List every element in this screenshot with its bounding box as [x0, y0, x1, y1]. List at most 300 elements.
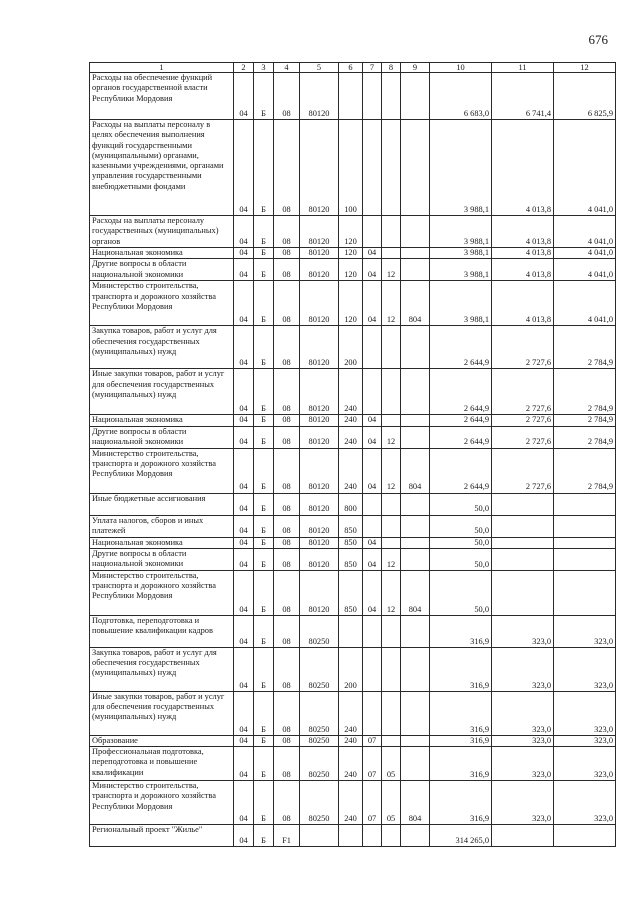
code-cell: 240: [339, 448, 363, 493]
code-cell: 12: [382, 426, 401, 448]
amount-cell: 4 041,0: [554, 248, 616, 259]
code-cell: Б: [254, 691, 274, 735]
table-row: [90, 615, 616, 647]
code-cell: 804: [401, 448, 430, 493]
amount-cell: 323,0: [554, 691, 616, 735]
code-cell: [382, 248, 401, 259]
code-cell: 04: [363, 570, 382, 615]
code-cell: 08: [274, 735, 300, 746]
code-cell: 240: [339, 781, 363, 825]
code-cell: 08: [274, 248, 300, 259]
amount-cell: 323,0: [554, 647, 616, 691]
code-cell: Б: [254, 615, 274, 647]
amount-cell: 4 041,0: [554, 281, 616, 326]
column-header: 8: [382, 63, 401, 73]
amount-cell: 316,9: [430, 735, 492, 746]
row-name-cell: Расходы на обеспечение функций органов государственной власти Республики Мордовия: [90, 73, 234, 120]
row-name-cell: Другие вопросы в области национальной экономики: [90, 548, 234, 570]
code-cell: Б: [254, 326, 274, 369]
code-cell: 04: [234, 615, 254, 647]
code-cell: Б: [254, 415, 274, 426]
table-row: [90, 735, 616, 746]
code-cell: 08: [274, 426, 300, 448]
code-cell: [401, 548, 430, 570]
code-cell: [401, 825, 430, 847]
amount-cell: 2 727,6: [492, 426, 554, 448]
code-cell: 08: [274, 691, 300, 735]
row-name-cell: Национальная экономика: [90, 415, 234, 426]
column-header: 2: [234, 63, 254, 73]
code-cell: 12: [382, 570, 401, 615]
amount-cell: [554, 493, 616, 515]
code-cell: 04: [234, 570, 254, 615]
amount-cell: 316,9: [430, 781, 492, 825]
code-cell: 850: [339, 570, 363, 615]
code-cell: [401, 615, 430, 647]
code-cell: 04: [234, 426, 254, 448]
code-cell: 04: [234, 537, 254, 548]
code-cell: Б: [254, 281, 274, 326]
code-cell: [339, 825, 363, 847]
table-row: [90, 259, 616, 281]
amount-cell: [492, 493, 554, 515]
row-name-cell: Министерство строительства, транспорта и дорожного хозяйства Республики Мордовия: [90, 448, 234, 493]
table-row: [90, 281, 616, 326]
code-cell: 80120: [300, 537, 339, 548]
code-cell: 04: [363, 548, 382, 570]
table-row: [90, 548, 616, 570]
code-cell: 04: [234, 515, 254, 537]
table-row: [90, 73, 616, 120]
code-cell: 80250: [300, 781, 339, 825]
code-cell: 08: [274, 747, 300, 781]
row-name-cell: Закупка товаров, работ и услуг для обеспечения государственных (муниципальных) нужд: [90, 647, 234, 691]
code-cell: 08: [274, 259, 300, 281]
code-cell: [363, 216, 382, 248]
budget-table: [89, 62, 616, 847]
amount-cell: 4 041,0: [554, 259, 616, 281]
code-cell: Б: [254, 781, 274, 825]
amount-cell: 50,0: [430, 548, 492, 570]
code-cell: [382, 120, 401, 216]
amount-cell: [554, 548, 616, 570]
amount-cell: 4 041,0: [554, 216, 616, 248]
code-cell: 08: [274, 216, 300, 248]
column-header: 10: [430, 63, 492, 73]
table-row: [90, 415, 616, 426]
table-row: [90, 747, 616, 781]
amount-cell: 2 644,9: [430, 369, 492, 415]
row-name-cell: Другие вопросы в области национальной экономики: [90, 426, 234, 448]
amount-cell: 6 825,9: [554, 73, 616, 120]
code-cell: [339, 615, 363, 647]
code-cell: [363, 73, 382, 120]
code-cell: 80120: [300, 369, 339, 415]
row-name-cell: Иные бюджетные ассигнования: [90, 493, 234, 515]
code-cell: 04: [363, 426, 382, 448]
amount-cell: [492, 570, 554, 615]
code-cell: 80120: [300, 548, 339, 570]
code-cell: [401, 537, 430, 548]
amount-cell: 323,0: [554, 747, 616, 781]
code-cell: [401, 248, 430, 259]
amount-cell: 323,0: [492, 647, 554, 691]
row-name-cell: Закупка товаров, работ и услуг для обеспечения государственных (муниципальных) нужд: [90, 326, 234, 369]
amount-cell: 323,0: [492, 781, 554, 825]
code-cell: 80250: [300, 747, 339, 781]
amount-cell: 4 013,8: [492, 259, 554, 281]
code-cell: 80120: [300, 120, 339, 216]
row-name-cell: Иные закупки товаров, работ и услуг для обеспечения государственных (муниципальных) нужд: [90, 691, 234, 735]
code-cell: 04: [234, 747, 254, 781]
code-cell: [382, 615, 401, 647]
amount-cell: [492, 548, 554, 570]
code-cell: Б: [254, 369, 274, 415]
code-cell: Б: [254, 248, 274, 259]
code-cell: 08: [274, 120, 300, 216]
row-name-cell: Расходы на выплаты персоналу в целях обеспечения выполнения функций государственными (муниципальными) органами, казенными учреждениями, органами управления государственными внебюджетными фондами: [90, 120, 234, 216]
amount-cell: [554, 825, 616, 847]
amount-cell: 316,9: [430, 647, 492, 691]
row-name-cell: Министерство строительства, транспорта и дорожного хозяйства Республики Мордовия: [90, 281, 234, 326]
code-cell: Б: [254, 570, 274, 615]
amount-cell: [554, 515, 616, 537]
table-row: [90, 369, 616, 415]
amount-cell: 4 041,0: [554, 120, 616, 216]
table-row: [90, 216, 616, 248]
code-cell: Б: [254, 747, 274, 781]
column-header: 9: [401, 63, 430, 73]
code-cell: 08: [274, 537, 300, 548]
code-cell: 04: [234, 73, 254, 120]
code-cell: F1: [274, 825, 300, 847]
amount-cell: 2 784,9: [554, 326, 616, 369]
amount-cell: 2 727,6: [492, 326, 554, 369]
code-cell: 120: [339, 281, 363, 326]
amount-cell: 323,0: [492, 615, 554, 647]
table-row: [90, 426, 616, 448]
code-cell: 80120: [300, 570, 339, 615]
code-cell: [382, 73, 401, 120]
row-name-cell: Национальная экономика: [90, 248, 234, 259]
row-name-cell: Образование: [90, 735, 234, 746]
table-body: [90, 73, 616, 847]
code-cell: [382, 647, 401, 691]
code-cell: [363, 326, 382, 369]
row-name-cell: Профессиональная подготовка, переподготовка и повышение квалификации: [90, 747, 234, 781]
code-cell: 804: [401, 570, 430, 615]
code-cell: 04: [234, 448, 254, 493]
code-cell: [401, 73, 430, 120]
code-cell: 08: [274, 647, 300, 691]
code-cell: [401, 515, 430, 537]
row-name-cell: Расходы на выплаты персоналу государственных (муниципальных) органов: [90, 216, 234, 248]
code-cell: 804: [401, 281, 430, 326]
amount-cell: [554, 537, 616, 548]
table-row: [90, 537, 616, 548]
code-cell: 800: [339, 493, 363, 515]
amount-cell: 2 644,9: [430, 426, 492, 448]
code-cell: 240: [339, 369, 363, 415]
code-cell: [382, 369, 401, 415]
amount-cell: 2 644,9: [430, 415, 492, 426]
code-cell: 08: [274, 73, 300, 120]
row-name-cell: Уплата налогов, сборов и иных платежей: [90, 515, 234, 537]
amount-cell: 3 988,1: [430, 281, 492, 326]
amount-cell: 2 727,6: [492, 448, 554, 493]
code-cell: [401, 415, 430, 426]
code-cell: 240: [339, 747, 363, 781]
code-cell: [363, 120, 382, 216]
code-cell: 08: [274, 281, 300, 326]
code-cell: 240: [339, 426, 363, 448]
code-cell: 04: [234, 735, 254, 746]
row-name-cell: Подготовка, переподготовка и повышение квалификации кадров: [90, 615, 234, 647]
table-row: [90, 691, 616, 735]
amount-cell: 323,0: [492, 747, 554, 781]
code-cell: [382, 691, 401, 735]
code-cell: 12: [382, 281, 401, 326]
code-cell: 04: [363, 537, 382, 548]
code-cell: Б: [254, 647, 274, 691]
page-number: 676: [588, 32, 608, 47]
code-cell: 04: [234, 825, 254, 847]
amount-cell: [554, 570, 616, 615]
table-row: [90, 647, 616, 691]
code-cell: [363, 691, 382, 735]
code-cell: Б: [254, 448, 274, 493]
code-cell: [401, 647, 430, 691]
code-cell: 200: [339, 326, 363, 369]
code-cell: Б: [254, 548, 274, 570]
code-cell: 04: [234, 691, 254, 735]
amount-cell: 6 683,0: [430, 73, 492, 120]
code-cell: Б: [254, 259, 274, 281]
code-cell: Б: [254, 493, 274, 515]
code-cell: Б: [254, 120, 274, 216]
code-cell: [401, 259, 430, 281]
amount-cell: 2 727,6: [492, 415, 554, 426]
code-cell: 07: [363, 747, 382, 781]
table-row: [90, 248, 616, 259]
code-cell: 80250: [300, 735, 339, 746]
amount-cell: 50,0: [430, 493, 492, 515]
code-cell: 04: [234, 548, 254, 570]
code-cell: 08: [274, 615, 300, 647]
code-cell: 12: [382, 448, 401, 493]
code-cell: 200: [339, 647, 363, 691]
table-row: [90, 120, 616, 216]
amount-cell: 6 741,4: [492, 73, 554, 120]
code-cell: 04: [363, 259, 382, 281]
code-cell: 120: [339, 259, 363, 281]
column-header: 1: [90, 63, 234, 73]
amount-cell: 2 784,9: [554, 369, 616, 415]
code-cell: 04: [234, 216, 254, 248]
code-cell: 08: [274, 515, 300, 537]
code-cell: 08: [274, 369, 300, 415]
code-cell: [382, 415, 401, 426]
code-cell: 04: [234, 281, 254, 326]
code-cell: 04: [363, 281, 382, 326]
code-cell: 08: [274, 415, 300, 426]
code-cell: Б: [254, 825, 274, 847]
code-cell: [382, 216, 401, 248]
code-cell: [363, 615, 382, 647]
code-cell: 04: [234, 781, 254, 825]
code-cell: [382, 825, 401, 847]
code-cell: 07: [363, 781, 382, 825]
code-cell: 850: [339, 515, 363, 537]
table-header-row: [90, 63, 616, 73]
table-row: [90, 326, 616, 369]
code-cell: 804: [401, 781, 430, 825]
code-cell: 80120: [300, 415, 339, 426]
code-cell: 80250: [300, 615, 339, 647]
code-cell: 120: [339, 216, 363, 248]
code-cell: [363, 515, 382, 537]
amount-cell: 4 013,8: [492, 248, 554, 259]
amount-cell: 2 784,9: [554, 426, 616, 448]
code-cell: 12: [382, 259, 401, 281]
amount-cell: 50,0: [430, 537, 492, 548]
amount-cell: 50,0: [430, 515, 492, 537]
code-cell: Б: [254, 426, 274, 448]
amount-cell: 4 013,8: [492, 120, 554, 216]
code-cell: 04: [363, 415, 382, 426]
code-cell: 05: [382, 781, 401, 825]
code-cell: [401, 493, 430, 515]
code-cell: 08: [274, 548, 300, 570]
amount-cell: 4 013,8: [492, 281, 554, 326]
code-cell: 04: [234, 326, 254, 369]
table-row: [90, 825, 616, 847]
code-cell: 80120: [300, 326, 339, 369]
code-cell: [363, 647, 382, 691]
amount-cell: 2 644,9: [430, 448, 492, 493]
code-cell: [382, 537, 401, 548]
code-cell: 80120: [300, 248, 339, 259]
row-name-cell: Региональный проект "Жилье": [90, 825, 234, 847]
table-row: [90, 570, 616, 615]
table-row: [90, 448, 616, 493]
amount-cell: [492, 537, 554, 548]
code-cell: 04: [234, 259, 254, 281]
row-name-cell: Другие вопросы в области национальной экономики: [90, 259, 234, 281]
column-header: 4: [274, 63, 300, 73]
code-cell: 240: [339, 415, 363, 426]
code-cell: [363, 825, 382, 847]
code-cell: 80120: [300, 73, 339, 120]
code-cell: 08: [274, 781, 300, 825]
row-name-cell: Национальная экономика: [90, 537, 234, 548]
row-name-cell: Министерство строительства, транспорта и дорожного хозяйства Республики Мордовия: [90, 781, 234, 825]
row-name-cell: Министерство строительства, транспорта и дорожного хозяйства Республики Мордовия: [90, 570, 234, 615]
code-cell: [401, 426, 430, 448]
amount-cell: [492, 515, 554, 537]
code-cell: Б: [254, 73, 274, 120]
code-cell: 04: [234, 415, 254, 426]
column-header: 7: [363, 63, 382, 73]
column-header: 11: [492, 63, 554, 73]
amount-cell: [492, 825, 554, 847]
code-cell: [382, 326, 401, 369]
column-header: 6: [339, 63, 363, 73]
amount-cell: 316,9: [430, 691, 492, 735]
code-cell: [382, 515, 401, 537]
amount-cell: 2 727,6: [492, 369, 554, 415]
column-header: 5: [300, 63, 339, 73]
code-cell: 07: [363, 735, 382, 746]
code-cell: [401, 369, 430, 415]
code-cell: 80120: [300, 448, 339, 493]
amount-cell: 4 013,8: [492, 216, 554, 248]
code-cell: 80120: [300, 216, 339, 248]
amount-cell: 323,0: [554, 781, 616, 825]
code-cell: 04: [234, 493, 254, 515]
code-cell: 80120: [300, 259, 339, 281]
code-cell: 04: [363, 248, 382, 259]
code-cell: 240: [339, 735, 363, 746]
code-cell: 08: [274, 493, 300, 515]
code-cell: 08: [274, 448, 300, 493]
code-cell: 80120: [300, 281, 339, 326]
code-cell: 80120: [300, 426, 339, 448]
code-cell: [382, 493, 401, 515]
code-cell: [401, 216, 430, 248]
amount-cell: 2 784,9: [554, 415, 616, 426]
table-row: [90, 781, 616, 825]
amount-cell: 316,9: [430, 747, 492, 781]
code-cell: Б: [254, 216, 274, 248]
code-cell: [363, 369, 382, 415]
code-cell: [339, 73, 363, 120]
amount-cell: 2 784,9: [554, 448, 616, 493]
code-cell: [401, 735, 430, 746]
amount-cell: 323,0: [492, 691, 554, 735]
code-cell: [382, 735, 401, 746]
code-cell: 04: [234, 369, 254, 415]
column-header: 3: [254, 63, 274, 73]
code-cell: 240: [339, 691, 363, 735]
amount-cell: 314 265,0: [430, 825, 492, 847]
amount-cell: 323,0: [492, 735, 554, 746]
code-cell: 80250: [300, 691, 339, 735]
code-cell: 04: [363, 448, 382, 493]
code-cell: 100: [339, 120, 363, 216]
amount-cell: 3 988,1: [430, 248, 492, 259]
code-cell: 12: [382, 548, 401, 570]
amount-cell: 323,0: [554, 615, 616, 647]
code-cell: 850: [339, 537, 363, 548]
code-cell: 08: [274, 570, 300, 615]
code-cell: 05: [382, 747, 401, 781]
amount-cell: 50,0: [430, 570, 492, 615]
code-cell: 850: [339, 548, 363, 570]
amount-cell: 2 644,9: [430, 326, 492, 369]
code-cell: 80120: [300, 493, 339, 515]
code-cell: 04: [234, 248, 254, 259]
code-cell: 04: [234, 120, 254, 216]
column-header: 12: [554, 63, 616, 73]
amount-cell: 3 988,1: [430, 216, 492, 248]
code-cell: 80250: [300, 647, 339, 691]
code-cell: [363, 493, 382, 515]
amount-cell: 3 988,1: [430, 259, 492, 281]
code-cell: [401, 326, 430, 369]
table-row: [90, 493, 616, 515]
row-name-cell: Иные закупки товаров, работ и услуг для обеспечения государственных (муниципальных) нужд: [90, 369, 234, 415]
